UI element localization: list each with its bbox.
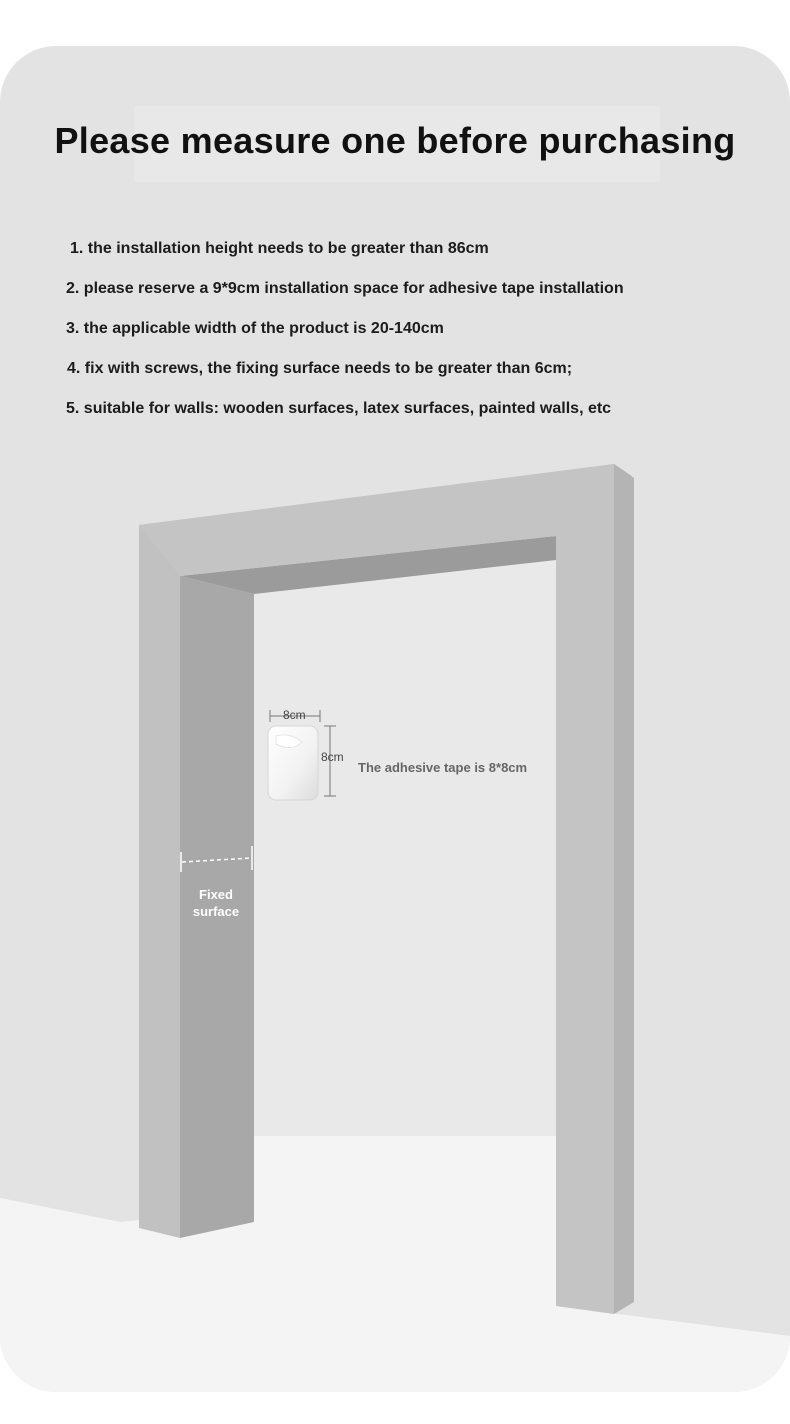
floor-center — [0, 1136, 790, 1392]
requirements-list — [66, 238, 624, 438]
left-post-front — [139, 520, 180, 1238]
fixed-surface-label: Fixed surface — [192, 887, 240, 919]
tape-height-label: 8cm — [321, 750, 344, 764]
page-title: Please measure one before purchasing — [54, 120, 736, 161]
right-post-front — [556, 464, 614, 1314]
tape-size-note: The adhesive tape is 8*8cm — [358, 760, 528, 775]
requirement-item: 1. the installation height needs to be greater than 86cm — [70, 240, 489, 257]
tape-width-label: 8cm — [283, 708, 306, 722]
requirement-item: 3. the applicable width of the product is 20-140cm — [66, 320, 444, 337]
inner-wall — [254, 560, 556, 1136]
requirement-item: 4. fix with screws, the fixing surface needs to be greater than 6cm; — [67, 360, 573, 377]
right-post-side — [614, 464, 634, 1314]
requirement-item: 2. please reserve a 9*9cm installation space for adhesive tape installation — [66, 280, 624, 297]
requirement-item: 5. suitable for walls: wooden surfaces, latex surfaces, painted walls, etc — [66, 400, 612, 417]
product-card — [0, 46, 790, 1392]
